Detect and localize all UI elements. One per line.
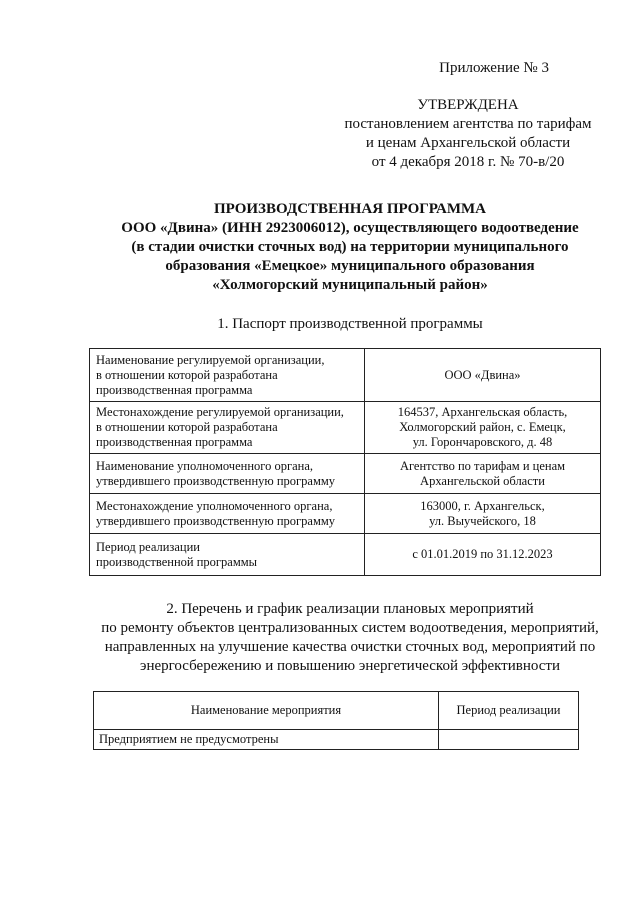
title-line: «Холмогорский муниципальный район» bbox=[212, 277, 488, 293]
passport-label-cell bbox=[90, 454, 365, 494]
cell-line: Местонахождение уполномоченного органа, bbox=[96, 498, 333, 513]
table-row bbox=[90, 534, 601, 576]
cell-line: Архангельской области bbox=[420, 473, 545, 488]
cell-line: утвердившего производственную программу bbox=[96, 513, 336, 528]
cell-line: производственная программа bbox=[96, 435, 253, 449]
passport-label-cell bbox=[90, 349, 365, 402]
approval-line: и ценам Архангельской области bbox=[365, 135, 571, 151]
passport-value-cell bbox=[365, 534, 601, 576]
cell-line: в отношении которой разработана bbox=[96, 420, 278, 434]
cell-line: Агентство по тарифам и ценам bbox=[399, 458, 566, 473]
passport-label-cell bbox=[90, 534, 365, 576]
cell-line: ООО «Двина» bbox=[444, 367, 521, 382]
table-row bbox=[90, 349, 601, 402]
cell-line: Местонахождение регулируемой организации, bbox=[96, 405, 344, 419]
heading-line: энергосбережению и повышению энергетической эффективности bbox=[140, 658, 560, 674]
cell-line: ул. Выучейского, 18 bbox=[429, 513, 536, 528]
cell-line: ул. Горончаровского, д. 48 bbox=[412, 435, 553, 449]
cell-line: Наименование уполномоченного органа, bbox=[96, 458, 313, 473]
approval-line: от 4 декабря 2018 г. № 70-в/20 bbox=[371, 154, 565, 170]
event-name-cell: Предприятием не предусмотрены bbox=[94, 730, 439, 750]
cell-line: 163000, г. Архангельск, bbox=[420, 498, 545, 513]
cell-line: Наименование регулируемой организации, bbox=[96, 352, 325, 367]
heading-line: по ремонту объектов централизованных систем водоотведения, мероприятий, bbox=[101, 620, 599, 636]
passport-value-cell bbox=[365, 402, 601, 454]
passport-value-cell bbox=[365, 494, 601, 534]
approval-line: постановлением агентства по тарифам bbox=[344, 116, 592, 132]
cell-line: утвердившего производственную программу bbox=[96, 473, 336, 488]
passport-value-cell bbox=[365, 454, 601, 494]
table-row bbox=[90, 402, 601, 454]
title-line: ПРОИЗВОДСТВЕННАЯ ПРОГРАММА bbox=[213, 201, 486, 217]
cell-line: 164537, Архангельская область, bbox=[397, 405, 568, 419]
cell-line: Период реализации bbox=[96, 539, 200, 554]
cell-line: производственная программа bbox=[96, 382, 253, 397]
passport-label-cell bbox=[90, 402, 365, 454]
section1-heading: 1. Паспорт производственной программы bbox=[217, 316, 483, 332]
document-title bbox=[80, 200, 620, 295]
title-line: ООО «Двина» (ИНН 2923006012), осуществляющего водоотведение bbox=[121, 220, 579, 236]
passport-value-cell bbox=[365, 349, 601, 402]
title-line: (в стадии очистки сточных вод) на территории муниципального bbox=[131, 239, 569, 255]
title-line: образования «Емецкое» муниципального образования bbox=[165, 258, 535, 274]
cell-line: с 01.01.2019 по 31.12.2023 bbox=[412, 547, 553, 561]
cell-line: Холмогорский район, с. Емецк, bbox=[399, 420, 566, 434]
table-row bbox=[94, 730, 579, 750]
passport-table bbox=[89, 348, 601, 576]
table-row bbox=[90, 454, 601, 494]
appendix-number: Приложение № 3 bbox=[439, 60, 549, 76]
event-period-cell bbox=[439, 730, 579, 750]
approval-line: УТВЕРЖДЕНА bbox=[417, 97, 519, 113]
heading-line: 2. Перечень и график реализации плановых мероприятий bbox=[166, 601, 534, 617]
cell-line: производственной программы bbox=[96, 554, 258, 569]
passport-label-cell bbox=[90, 494, 365, 534]
table-row bbox=[90, 494, 601, 534]
section2-heading bbox=[60, 600, 640, 676]
column-header-period: Период реализации bbox=[439, 692, 579, 730]
approval-stamp bbox=[340, 96, 596, 172]
table-header-row bbox=[94, 692, 579, 730]
cell-line: в отношении которой разработана bbox=[96, 367, 278, 382]
events-table bbox=[93, 691, 579, 750]
heading-line: направленных на улучшение качества очистки сточных вод, мероприятий по bbox=[104, 639, 596, 655]
column-header-name: Наименование мероприятия bbox=[94, 692, 439, 730]
